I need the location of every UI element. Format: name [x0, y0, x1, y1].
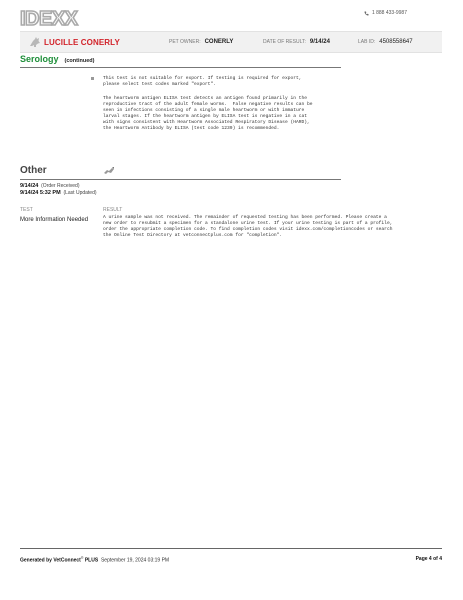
date-of-result-value: 9/14/24: [309, 39, 330, 45]
order-received-label: (Order Received): [41, 183, 80, 189]
footer-timestamp: September 19, 2024 03:19 PM: [100, 557, 170, 564]
note-bullet-icon: [91, 77, 94, 80]
date-of-result-field: [263, 39, 358, 45]
idexx-logo: [20, 9, 96, 27]
footer-generated-by: Generated by VetConnect: [20, 557, 81, 564]
phone-text: 1 888 433-9987: [371, 10, 407, 16]
pet-owner-label: PET OWNER:: [169, 39, 201, 45]
serology-divider: [20, 67, 341, 68]
last-updated-date: 9/14/24 5:32 PM: [20, 190, 61, 196]
logo-text: IDEXX: [20, 9, 78, 27]
footer-divider: [20, 548, 442, 549]
order-received-row: [20, 183, 97, 190]
heartworm-note: The heartworm antigen ELISA test detects an antigen found primarily in the reproductive tract of the adult female worms. False negative results can be seen in infections consisting of a single male heartworm or with immature larval stages. If the heartworm antigen by ELISA test is negative in a cat with signs consistent with Heartworm Associated Respiratory Disease (HARD), the Heartworm Antibody by ELISA (test code 1239) is recommended.: [103, 96, 313, 131]
serology-heading: [20, 54, 94, 64]
test-result: A urine sample was not received. The remainder of requested testing has been performed. Please create a new order to resubmit a specimen for a standalone urine test. If your urine testing is part of a profile, order the appropriate completion code. To find completion codes visit idexx.com/completioncodes or search the Online Test Directory at vetconnectplus.com for "completion".: [103, 215, 393, 238]
last-updated-row: [20, 190, 97, 197]
date-of-result-label: DATE OF RESULT:: [263, 39, 306, 45]
serology-continued: (continued): [64, 58, 95, 64]
last-updated-label: (Last Updated): [63, 190, 97, 196]
export-note: This test is not suitable for export. If testing is required for export, please select test codes marked "export".: [103, 76, 302, 87]
result-column-header: RESULT: [103, 207, 123, 213]
footer-generated: [20, 556, 169, 564]
lab-id-label: LAB ID:: [358, 39, 376, 45]
test-name: More Information Needed: [20, 217, 89, 223]
pet-icon: [29, 36, 41, 48]
pet-owner-value: CONERLY: [204, 39, 234, 45]
phone-icon: [364, 11, 369, 16]
order-received-date: 9/14/24: [20, 183, 39, 189]
other-divider: [20, 179, 341, 180]
lab-id-value: 4508558647: [379, 39, 413, 45]
other-title: Other: [20, 165, 47, 176]
lab-id-field: [358, 39, 413, 45]
patient-name: LUCILLE CONERLY: [44, 37, 120, 47]
page-number: Page 4 of 4: [415, 556, 442, 562]
order-dates: [20, 183, 97, 197]
test-column-header: TEST: [20, 207, 33, 213]
pet-owner-field: [169, 39, 263, 45]
footer-plus: PLUS: [84, 557, 99, 564]
edit-order-icon[interactable]: [103, 166, 115, 176]
phone-number: [364, 10, 407, 16]
footer-reg-mark: ®: [80, 556, 84, 560]
serology-title: Serology: [20, 54, 59, 64]
patient-info-bar: [20, 31, 442, 53]
